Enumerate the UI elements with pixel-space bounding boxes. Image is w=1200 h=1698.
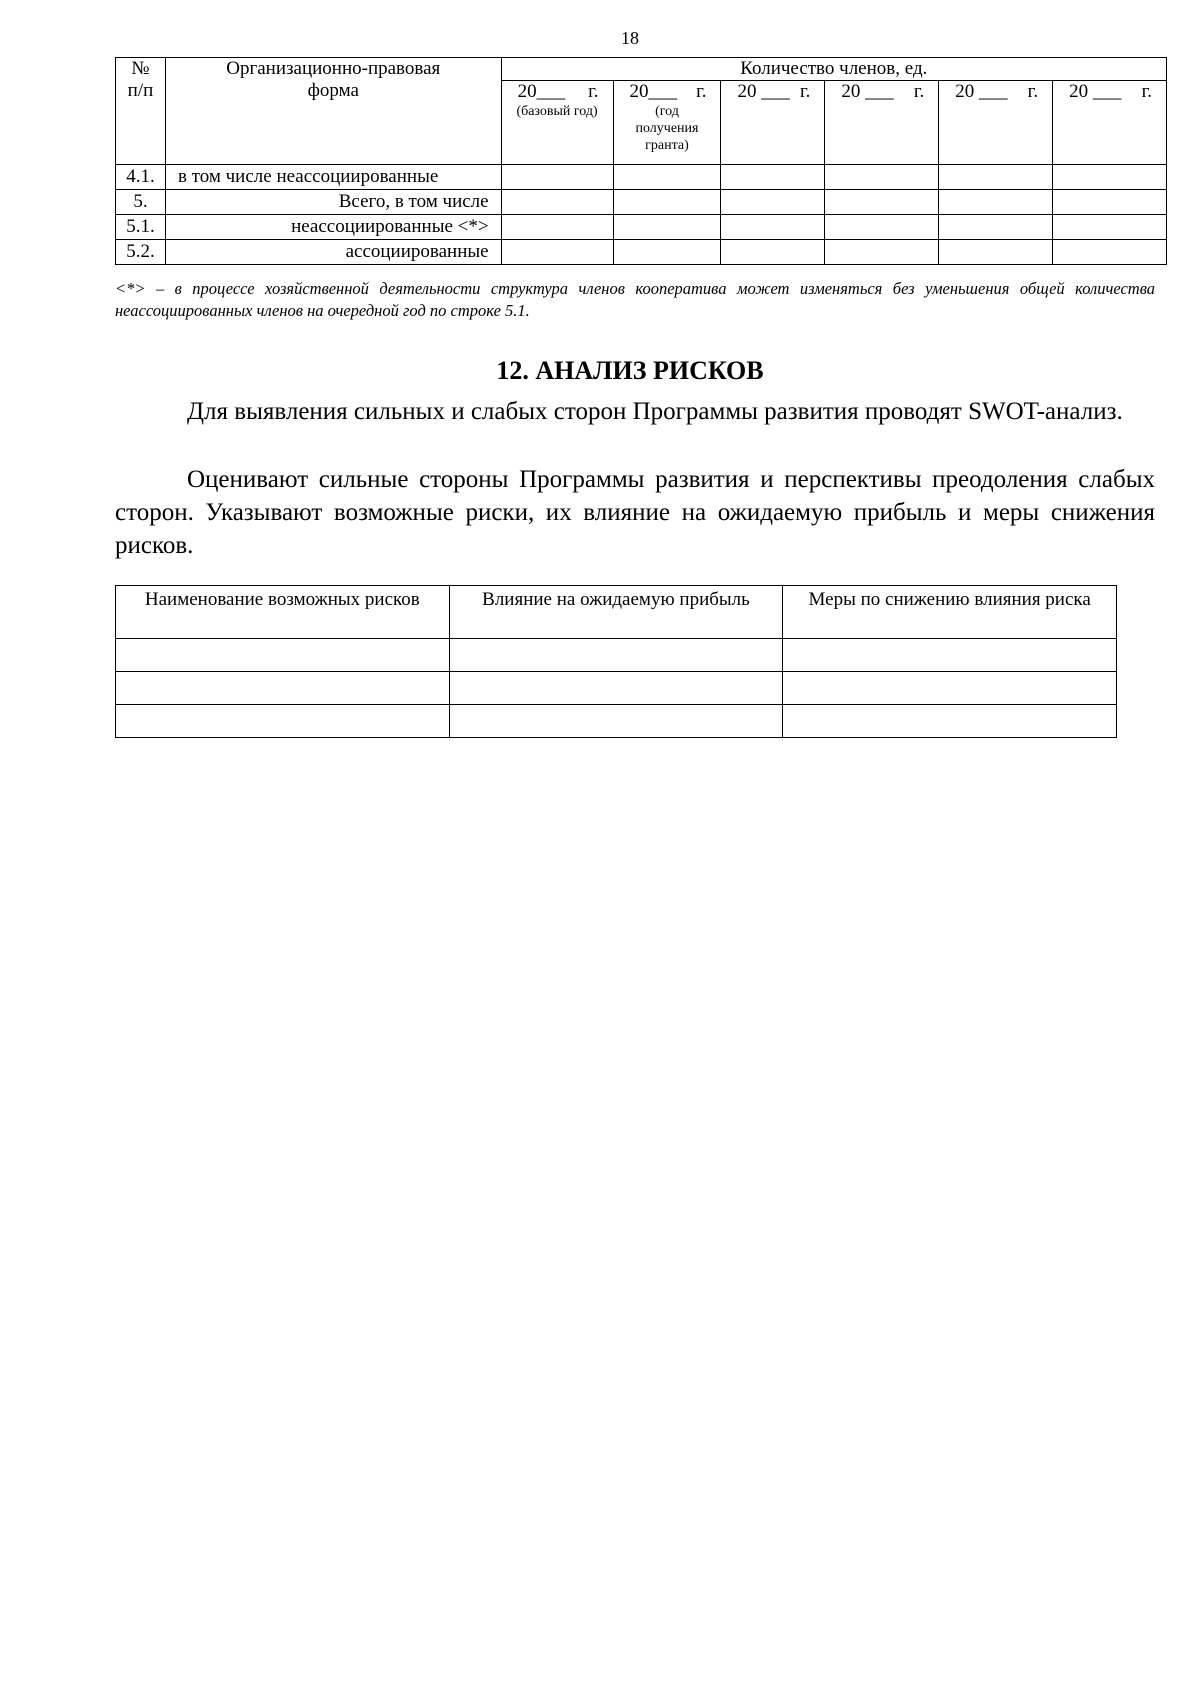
risk-header-impact: Влияние на ожидаемую прибыль: [449, 586, 783, 639]
year-col-header: [825, 81, 939, 165]
member-count-cell[interactable]: [825, 215, 939, 240]
member-count-cell[interactable]: [721, 215, 825, 240]
row-number: 5.2.: [116, 240, 166, 265]
year-col-header: [501, 81, 613, 165]
member-count-cell[interactable]: [825, 190, 939, 215]
year-label: 20 ___: [1069, 81, 1122, 102]
member-count-cell[interactable]: [721, 240, 825, 265]
member-count-cell[interactable]: [939, 240, 1053, 265]
year-col-header: [1053, 81, 1167, 165]
year-note: (год получения гранта): [635, 104, 699, 153]
year-label: 20___: [629, 81, 678, 102]
year-label: 20___: [517, 81, 566, 102]
section-heading: 12. АНАЛИЗ РИСКОВ: [496, 356, 764, 385]
table-row: [116, 165, 1167, 190]
member-count-cell[interactable]: [613, 215, 721, 240]
member-count-cell[interactable]: [613, 165, 721, 190]
year-unit: г.: [913, 81, 925, 102]
footnote: <*> – в процессе хозяйственной деятельности структура членов кооператива может изменяться без уменьшения общей количества неассоциированных членов на очередной год по строке 5.1.: [115, 279, 1155, 320]
member-count-cell[interactable]: [1053, 240, 1167, 265]
year-col-header: [613, 81, 721, 165]
member-count-cell[interactable]: [939, 215, 1053, 240]
row-number: 4.1.: [116, 165, 166, 190]
row-label: неассоциированные <*>: [165, 215, 501, 240]
member-count-cell[interactable]: [825, 240, 939, 265]
member-count-cell[interactable]: [613, 240, 721, 265]
row-number: 5.1.: [116, 215, 166, 240]
year-col-header: [939, 81, 1053, 165]
member-count-cell[interactable]: [825, 165, 939, 190]
member-count-cell[interactable]: [721, 190, 825, 215]
table-row: [116, 240, 1167, 265]
risk-row: [116, 672, 1117, 705]
risk-cell[interactable]: [783, 705, 1117, 738]
year-label: 20 ___: [737, 81, 790, 102]
risk-table: [115, 585, 1117, 738]
row-label: ассоциированные: [165, 240, 501, 265]
risk-cell[interactable]: [449, 672, 783, 705]
members-table: [115, 57, 1167, 265]
group-header: Количество членов, ед.: [501, 58, 1166, 81]
risk-header-name: Наименование возможных рисков: [116, 586, 450, 639]
member-count-cell[interactable]: [501, 240, 613, 265]
member-count-cell[interactable]: [1053, 165, 1167, 190]
year-note: (базовый год): [516, 104, 598, 119]
member-count-cell[interactable]: [501, 215, 613, 240]
page-number: 18: [621, 28, 639, 48]
member-count-cell[interactable]: [501, 165, 613, 190]
member-count-cell[interactable]: [939, 165, 1053, 190]
risk-cell[interactable]: [783, 672, 1117, 705]
col-num-header: № п/п: [116, 58, 166, 165]
row-number: 5.: [116, 190, 166, 215]
year-col-header: [721, 81, 825, 165]
year-unit: г.: [696, 81, 707, 102]
paragraph-risks: Оценивают сильные стороны Программы развития и перспективы преодоления слабых сторон. Указывают возможные риски, их влияние на ожидаемую прибыль и меры снижения рисков.: [115, 466, 1155, 559]
member-count-cell[interactable]: [613, 190, 721, 215]
year-label: 20 ___: [955, 81, 1008, 102]
year-label: 20 ___: [841, 81, 894, 102]
year-unit: г.: [799, 81, 811, 102]
risk-cell[interactable]: [783, 639, 1117, 672]
risk-cell[interactable]: [116, 672, 450, 705]
year-unit: г.: [588, 81, 599, 102]
risk-cell[interactable]: [116, 639, 450, 672]
member-count-cell[interactable]: [721, 165, 825, 190]
risk-header-measures: Меры по снижению влияния риска: [783, 586, 1117, 639]
risk-cell[interactable]: [449, 705, 783, 738]
paragraph-swot: Для выявления сильных и слабых сторон Программы развития проводят SWOT-анализ.: [187, 398, 1123, 425]
year-unit: г.: [1027, 81, 1039, 102]
col-form-header: Организационно-правовая форма: [165, 58, 501, 165]
risk-cell[interactable]: [116, 705, 450, 738]
member-count-cell[interactable]: [1053, 190, 1167, 215]
risk-cell[interactable]: [449, 639, 783, 672]
member-count-cell[interactable]: [501, 190, 613, 215]
row-label: в том числе неассоциированные: [165, 165, 501, 190]
table-row: [116, 190, 1167, 215]
member-count-cell[interactable]: [1053, 215, 1167, 240]
table-row: [116, 215, 1167, 240]
year-unit: г.: [1141, 81, 1152, 102]
risk-row: [116, 639, 1117, 672]
row-label: Всего, в том числе: [165, 190, 501, 215]
member-count-cell[interactable]: [939, 190, 1053, 215]
risk-row: [116, 705, 1117, 738]
